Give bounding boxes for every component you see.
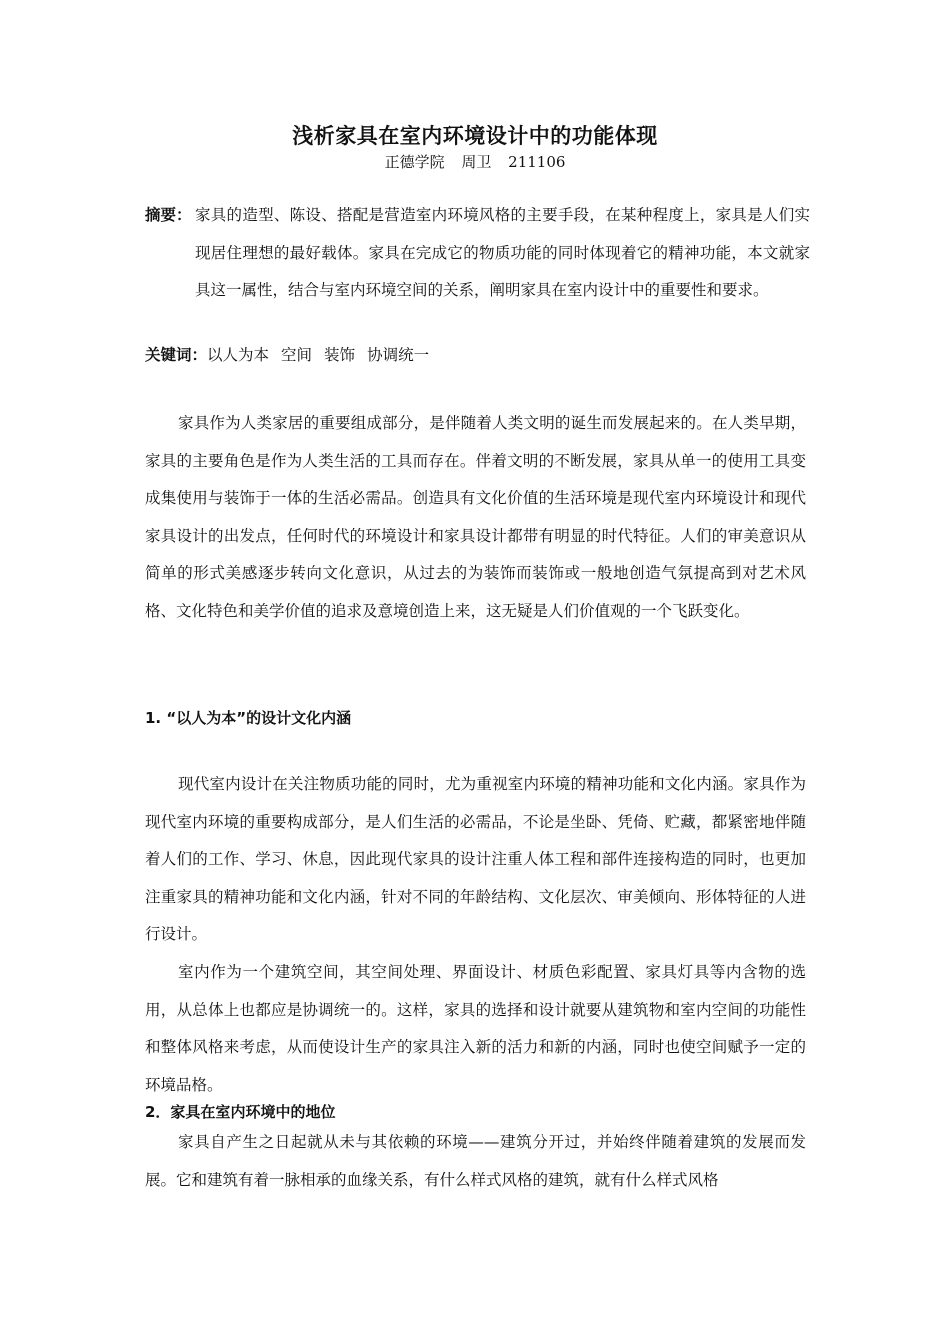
- student-id: 211106: [508, 153, 566, 171]
- author-name: 周卫: [461, 153, 492, 171]
- keyword-item: 空间: [281, 346, 313, 364]
- keywords-label: 关键词：: [145, 346, 208, 364]
- section-1-heading: 1. “以人为本”的设计文化内涵: [145, 709, 352, 727]
- intro-paragraph: 家具作为人类家居的重要组成部分，是伴随着人类文明的诞生而发展起来的。在人类早期，家具的主要角色是作为人类生活的工具而存在。伴着文明的不断发展，家具从单一的使用工具变成集使用与装饰于一体的生活必需品。创造具有文化价值的生活环境是现代室内环境设计和现代家具设计的出发点，任何时代的环境设计和家具设计都带有明显的时代特征。人们的审美意识从简单的形式美感逐步转向文化意识，从过去的为装饰而装饰或一般地创造气氛提高到对艺术风格、文化特色和美学价值的追求及意境创造上来，这无疑是人们价值观的一个飞跃变化。: [145, 414, 806, 620]
- section-1-paragraph-2: 室内作为一个建筑空间，其空间处理、界面设计、材质色彩配置、家具灯具等内含物的选用，从总体上也都应是协调统一的。这样，家具的选择和设计就要从建筑物和室内空间的功能性和整体风格来考虑，从而使设计生产的家具注入新的活力和新的内涵，同时也使空间赋予一定的环境品格。: [145, 963, 806, 1094]
- keyword-item: 协调统一: [367, 346, 430, 364]
- keywords-line: [145, 342, 810, 368]
- abstract-label: 摘要：: [145, 206, 192, 224]
- document-title: 浅析家具在室内环境设计中的功能体现: [292, 124, 658, 148]
- section-2-heading: 2．家具在室内环境中的地位: [145, 1103, 336, 1121]
- author-byline: [0, 150, 950, 174]
- section-2-paragraph-1: 家具自产生之日起就从未与其依赖的环境——建筑分开过，并始终伴随着建筑的发展而发展。它和建筑有着一脉相承的血缘关系，有什么样式风格的建筑，就有什么样式风格: [145, 1133, 806, 1189]
- abstract-text: 家具的造型、陈设、搭配是营造室内环境风格的主要手段，在某种程度上，家具是人们实现居住理想的最好载体。家具在完成它的物质功能的同时体现着它的精神功能，本文就家具这一属性，结合与室内环境空间的关系，阐明家具在室内设计中的重要性和要求。: [195, 206, 810, 300]
- section-1-paragraph-1: 现代室内设计在关注物质功能的同时，尤为重视室内环境的精神功能和文化内涵。家具作为现代室内环境的重要构成部分，是人们生活的必需品，不论是坐卧、凭倚、贮藏，都紧密地伴随着人们的工作、学习、休息，因此现代家具的设计注重人体工程和部件连接构造的同时，也更加注重家具的精神功能和文化内涵，针对不同的年龄结构、文化层次、审美倾向、形体特征的人进行设计。: [145, 775, 806, 944]
- abstract-block: [145, 197, 810, 310]
- keyword-item: 装饰: [324, 346, 356, 364]
- school-name: 正德学院: [384, 153, 445, 171]
- keyword-item: 以人为本: [207, 346, 270, 364]
